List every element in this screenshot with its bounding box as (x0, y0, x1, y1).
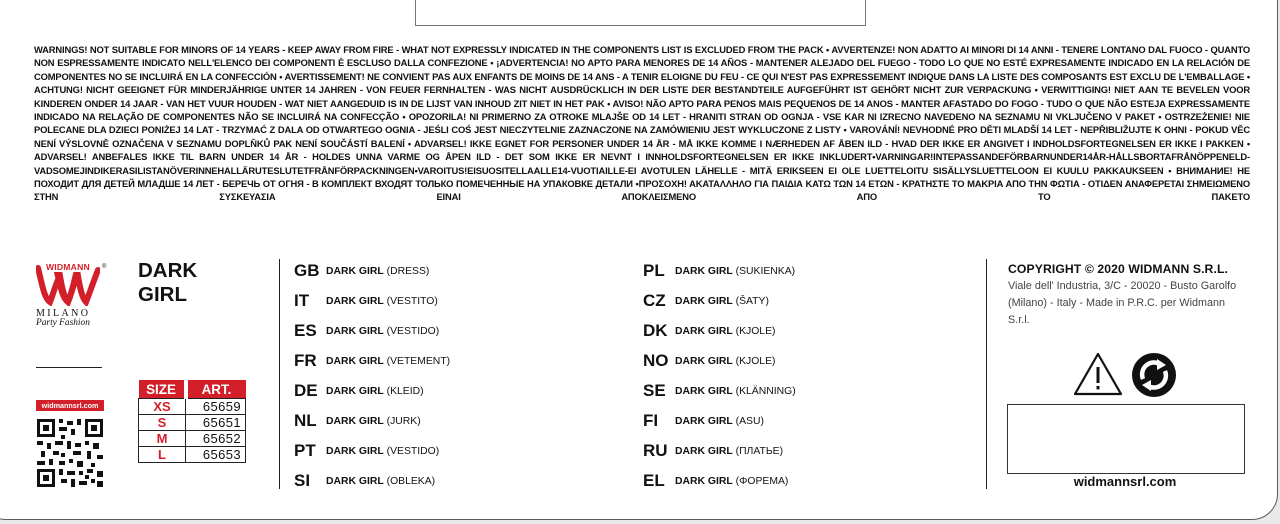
language-row-nl (294, 406, 450, 436)
language-row-el (643, 466, 796, 496)
language-list-right (643, 256, 796, 496)
language-code: DK (643, 321, 668, 340)
product-title-line-2: GIRL (138, 283, 187, 306)
language-code: SE (643, 381, 666, 400)
product-name: DARK GIRL (326, 265, 384, 277)
logo-city: MILANO (36, 308, 91, 319)
product-name: DARK GIRL (326, 415, 384, 427)
product-title-line-1: DARK (138, 259, 198, 282)
product-name: DARK GIRL (326, 445, 384, 457)
size-header: SIZE (139, 380, 186, 399)
product-type: (VESTITO) (386, 295, 438, 307)
size-row (139, 447, 246, 463)
product-name: DARK GIRL (326, 475, 384, 487)
product-type: (VESTIDO) (386, 325, 440, 337)
product-type: (VETEMENT) (386, 355, 451, 367)
product-name: DARK GIRL (675, 295, 733, 307)
product-name: DARK GIRL (675, 385, 733, 397)
copyright-block (1008, 262, 1248, 329)
column-divider (986, 259, 987, 489)
product-type: (OBLEKA) (386, 475, 436, 487)
product-type: (ASU) (735, 415, 764, 427)
product-name: DARK GIRL (675, 265, 733, 277)
language-row-dk (643, 316, 796, 346)
product-type: (JURK) (386, 415, 421, 427)
language-row-se (643, 376, 796, 406)
product-type: (KJOLE) (735, 325, 776, 337)
language-row-pt (294, 436, 450, 466)
copyright-heading: COPYRIGHT © 2020 WIDMANN S.R.L. (1008, 262, 1228, 276)
logo-tagline: Party Fashion (36, 318, 90, 328)
product-type: (DRESS) (386, 265, 430, 277)
art-header: ART. (186, 380, 246, 399)
art-cell: 65651 (186, 415, 246, 431)
language-code: RU (643, 441, 668, 460)
product-name: DARK GIRL (675, 445, 733, 457)
language-code: PL (643, 261, 665, 280)
product-type: (ПЛАТЬЕ) (735, 445, 784, 457)
website-url: widmannsrl.com (1073, 474, 1177, 489)
language-code: FI (643, 411, 659, 430)
product-type: (ŠATY) (735, 295, 769, 307)
size-row (139, 399, 246, 415)
size-row (139, 415, 246, 431)
product-name: DARK GIRL (675, 415, 733, 427)
product-name: DARK GIRL (675, 475, 733, 487)
warning-triangle-icon (1072, 351, 1124, 397)
product-name: DARK GIRL (675, 355, 733, 367)
language-row-de (294, 376, 450, 406)
size-cell: S (139, 415, 186, 431)
product-title (138, 259, 197, 307)
product-type: (KLEID) (386, 385, 424, 397)
language-row-pl (643, 256, 796, 286)
product-type: (VESTIDO) (386, 445, 440, 457)
language-code: EL (643, 471, 665, 490)
language-code: FR (294, 351, 317, 370)
language-code: DE (294, 381, 318, 400)
product-type: (KJOLE) (735, 355, 776, 367)
product-name: DARK GIRL (326, 295, 384, 307)
product-type: (KLÄNNING) (735, 385, 796, 397)
language-row-ru (643, 436, 796, 466)
language-row-it (294, 286, 450, 316)
brand-logo (36, 262, 110, 328)
art-cell: 65659 (186, 399, 246, 415)
address-line-2: (Milano) - Italy - Made in P.R.C. per Widmann S.r.l. (1008, 297, 1226, 326)
language-row-cz (643, 286, 796, 316)
language-code: IT (294, 291, 310, 310)
logo-registered: ® (102, 264, 107, 270)
language-row-fi (643, 406, 796, 436)
size-cell: XS (139, 399, 186, 415)
product-type: (ΦΟΡΕΜΑ) (735, 475, 789, 487)
language-code: GB (294, 261, 320, 280)
address (1008, 278, 1248, 329)
language-row-es (294, 316, 450, 346)
product-name: DARK GIRL (326, 355, 384, 367)
language-code: CZ (643, 291, 666, 310)
size-table (138, 380, 246, 463)
size-cell: L (139, 447, 186, 463)
divider (36, 367, 102, 368)
recycle-icon (1130, 351, 1178, 399)
product-name: DARK GIRL (675, 325, 733, 337)
product-name: DARK GIRL (326, 385, 384, 397)
language-row-no (643, 346, 796, 376)
language-code: NL (294, 411, 317, 430)
column-divider (279, 259, 280, 489)
blank-box (1007, 404, 1245, 474)
size-row (139, 431, 246, 447)
language-row-si (294, 466, 450, 496)
size-cell: M (139, 431, 186, 447)
language-row-fr (294, 346, 450, 376)
art-cell: 65652 (186, 431, 246, 447)
website-tag: widmannsrl.com (36, 400, 104, 411)
top-blank-box (415, 0, 866, 26)
qr-code-icon (37, 419, 103, 487)
language-code: SI (294, 471, 311, 490)
art-cell: 65653 (186, 447, 246, 463)
logo-mark (36, 262, 107, 306)
warnings-text: WARNINGS! NOT SUITABLE FOR MINORS OF 14 YEARS - KEEP AWAY FROM FIRE - WHAT NOT EXPRESSLY INDICATED IN THE COMPONENTS LIST IS EXCLUDED FROM THE PACK • AVVERTENZE! NON ADATTO AI MINORI DI 14 ANNI - TENERE LONTANO DAL FUOCO - QUANTO NON ESPRESSAMENTE INDICATO NELL'ELENCO DEI COMPONENTI È ESCLUSO DALLA CONFEZIONE • ¡ADVERTENCIA! NO APTO PARA MENORES DE 14 AÑOS - MANTENER ALEJADO DEL FUEGO - TODO LO QUE NO ESTÉ EXPRESAMENTE INDICADO EN LA RELACIÓN DE COMPONENTES NO SE INCLUIRÁ EN LA CONFECCIÓN • AVERTISSEMENT! NE CONVIENT PAS AUX ENFANTS DE MOINS DE 14 ANS - A TENIR ELOIGNE DU FEU - CE QUI N'EST PAS EXPRESSEMENT INDIQUE DANS LA LISTE DES COMPOSANTS EST EXCLU DE L'EMBALLAGE • ACHTUNG! NICHT GEEIGNET FÜR MINDERJÄHRIGE UNTER 14 JAHREN - VON FEUER FERNHALTEN - WAS NICHT AUSDRÜCKLICH IN DER LISTE DER BESTANDTEILE AUFGEFÜHRT IST GEHÖRT NICHT ZUR VERPACKUNG • VERWITTIGING! NIET AAN TE BEVELEN VOOR KINDEREN ONDER 14 JAAR - VAN HET VUUR HOUDEN - WAT NIET AANGEDUID IS IN DE LIJST VAN INHOUD ZIT NIET IN HET PAK • AVISO! NÃO APTO PARA PENOS MAIS PEQUENOS DE 14 ANOS - MANTER AFASTADO DO FOGO - TUDO O QUE NÃO ESTEJA EXPRESSAMENTE INDICADO NA RELAÇÃO DE COMPONENTES NÃO SE INCLUIRÁ NA CONFECÇÃO • OPOZORILA! NI PRIMERNO ZA OTROKE MLAJŠE OD 14 LET - HRANITI STRAN OD OGNJA - VSE KAR NI IZRECNO NAVEDENO NA SEZNAMU NI VKLJUČENO V PAKET • OSTRZEŻENIE! NIE POLECANE DLA DZIECI PONIŻEJ 14 LAT - TRZYMAĆ Z DALA OD OTWARTEGO OGNIA - JEŚLI COŚ JEST NIECZYTELNIE ZAZNACZONE NA ZAMÓWIENIU JEST WYKLUCZONE Z LISTY • VAROVÁNÍ! NEVHODNÉ PRO DĚTI MLADŠÍ 14 LET - NEPŘIBLIŽUJTE K OHNI - POKUD VĚC NENÍ VÝSLOVNĚ OZNAČENA V SEZNAMU DOPLŇKŮ PAK NENÍ SOUČÁSTÍ BALENÍ • ADVARSEL! IKKE EGNET FOR PERSONER UNDER 14 ÅR - MÅ IKKE KOMME I NÆRHEDEN AF ÅBEN ILD - HVAD DER IKKE ER ANGIVET I INDHOLDSFORTEGNELSEN ER IKKE I PAKKEN • ADVARSEL! ANBEFALES IKKE TIL BARN UNDER 14 ÅR - HOLDES UNNA VARME OG ÅPEN ILD - DET SOM IKKE ER NEVNT I INNHOLDSFORTEGNELSEN ER IKKE INKLUDERT•VARNINGAR!INTEPASSANDEFÖRBARNUNDER14ÅR-HÅLLSBORTAFRÅNÖPPENELD-VADSOMEJINDIKERASILISTANÖVERINNEHALLÄRUTESLUTETFRÅNFÖRPACKNINGEN•VAROITUS!EISUOSITELLAALLE14-VUOTIAILLE-EI AVOTULEN LÄHELLE - MITÄ ERIKSEEN EI OLE LUETTELOITU SISÄLLYSLUETTELOON EI KUULU PAKKAUKSEEN • ВНИМАНИЕ! НЕ ПОХОДИТ ДЛЯ ДЕТЕЙ МЛАДШЕ 14 ЛЕТ - БЕРЕЧЬ ОТ ОГНЯ - В КОМПЛЕКТ ВХОДЯТ ТОЛЬКО ПОМЕЧЕННЫЕ НА УПАКОВКЕ ДЕТАЛИ •ΠΡΟΣΟΧΗ! ΑΚΑΤΑΛΛΗΛΟ ΓΙΑ ΠΑΙΔΙΑ ΚΑΤΩ ΤΩΝ 14 ΕΤΩΝ - ΚΡΑΤΗΣΤΕ ΤΟ ΜΑΚΡΙΑ ΑΠΟ ΤΗΝ ΦΩΤΙΑ - ΟΤΙΔΕΝ ΑΝΑΦΕΡΕΤΑΙ ΣΗΜΕΙΩΜΕΝΟ ΣΤΗΝ ΣΥΣΚΕΥΑΣΙΑ ΕΙΝΑΙ ΑΠΟΚΛΕΙΣΜΕΝΟ ΑΠΟ ΤΟ ΠΑΚΕΤΟ (34, 44, 1250, 203)
language-row-gb (294, 256, 450, 286)
product-type: (SUKIENKA) (735, 265, 796, 277)
language-code: ES (294, 321, 317, 340)
language-code: PT (294, 441, 316, 460)
language-list-left (294, 256, 450, 496)
language-code: NO (643, 351, 669, 370)
logo-wordmark: WIDMANN (46, 262, 90, 272)
product-name: DARK GIRL (326, 325, 384, 337)
address-line-1: Viale dell' Industria, 3/C - 20020 - Busto Garolfo (1008, 280, 1237, 292)
